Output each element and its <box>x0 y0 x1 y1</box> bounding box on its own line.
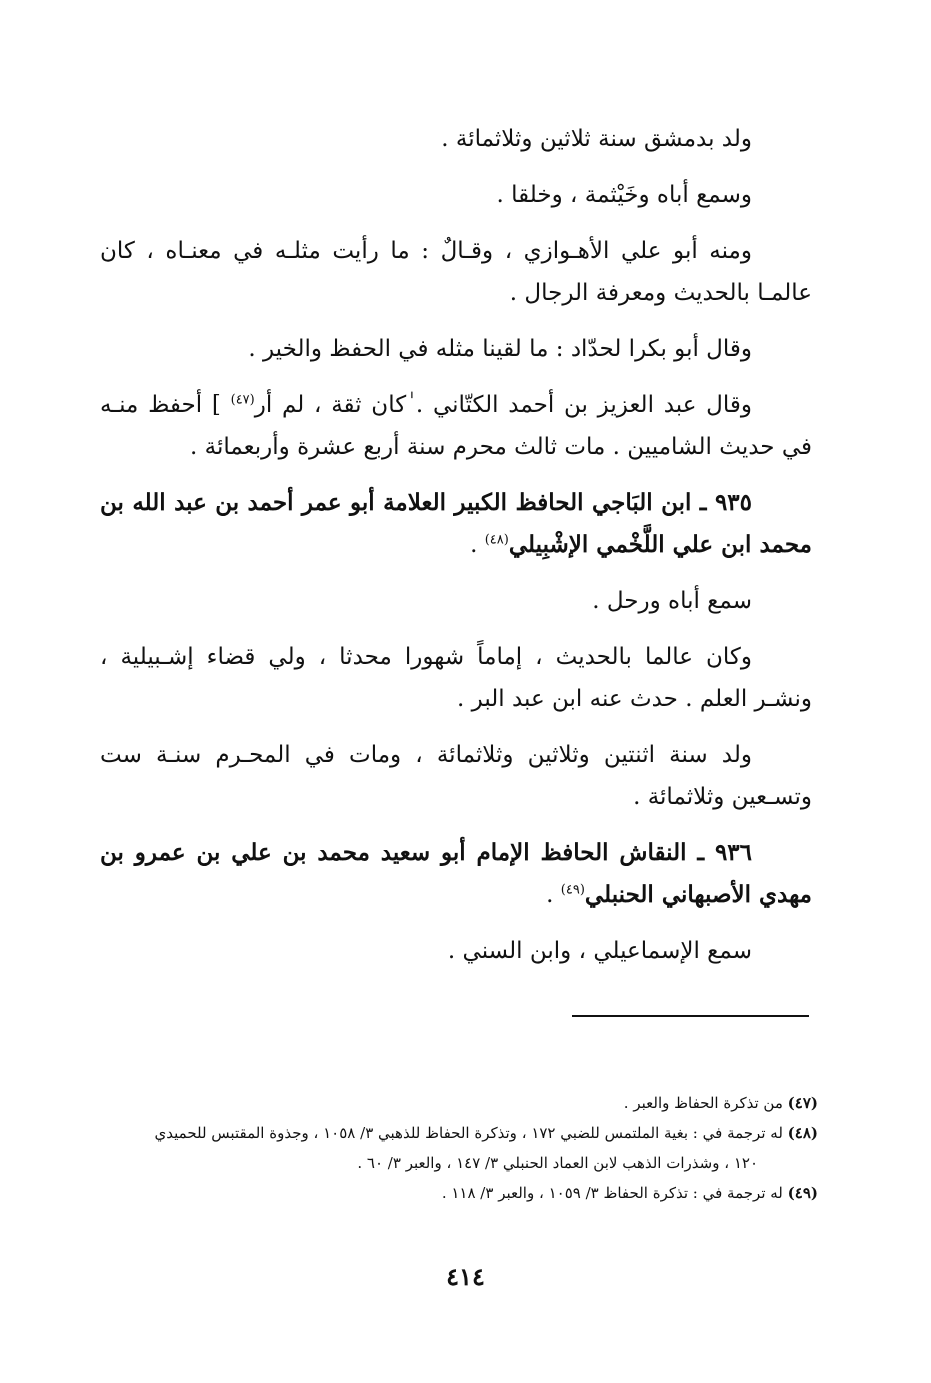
paragraph-text: سمع أباه ورحل . <box>592 588 752 614</box>
paragraph-text-after: ] أحفظ منـه في حديث الشاميين . مات ثالث محرم سنة أربع عشرة وأربعمائة . <box>100 392 812 460</box>
paragraph-text: ولد سنة اثنتين وثلاثين وثلاثمائة ، ومات في المحـرم سنـة ست وتسـعين وثلاثمائة . <box>100 742 812 810</box>
footnote-48 <box>100 1118 818 1148</box>
paragraph-ahwazi-quote <box>100 230 812 314</box>
paragraph-birth-death <box>100 734 812 818</box>
paragraph-text: وسمع أباه وخَيْثمة ، وخلقا . <box>496 182 752 208</box>
footnote-number: (٤٩) <box>787 1184 818 1202</box>
paragraph-kattani-quote <box>100 384 812 468</box>
paragraph-text: سمع الإسماعيلي ، وابن السني . <box>447 938 752 964</box>
footnote-divider <box>572 1015 809 1017</box>
entry-number: ٩٣٦ <box>714 839 752 866</box>
footnote-text: ١٢٠ ، وشذرات الذهب لابن العماد الحنبلي ٣/ ١٤٧ ، والعبر ٣/ ٦٠ . <box>357 1154 758 1172</box>
entry-name: ـ ابن البَاجي الحافظ الكبير العلامة أبو عمر أحمد بن عبد الله بن محمد ابن علي اللَّخْمي الإشْبِيلي <box>100 489 812 558</box>
entry-935-heading <box>100 482 812 566</box>
paragraph-birth <box>100 118 812 160</box>
footnote-ref: (٤٩) <box>560 882 585 898</box>
page-number: ٤١٤ <box>446 1262 485 1291</box>
footnotes <box>100 1088 818 1208</box>
paragraph-text-after: . <box>470 532 485 558</box>
paragraph-heard <box>100 174 812 216</box>
paragraph-text: وقال أبو بكرا لحدّاد : ما لقينا مثله في الحفظ والخير . <box>248 336 752 362</box>
footnote-text: من تذكرة الحفاظ والعبر . <box>623 1094 788 1112</box>
footnote-text: له ترجمة في : بغية الملتمس للضبي ١٧٢ ، وتذكرة الحفاظ للذهبي ٣/ ١٠٥٨ ، وجذوة المقتبس للحميدي <box>154 1124 788 1142</box>
paragraph-text-after: . <box>546 882 561 908</box>
entry-number: ٩٣٥ <box>714 489 752 516</box>
main-text-column <box>100 118 812 986</box>
paragraph-text-before: وقال عبد العزيز بن أحمد الكتّاني . ٰكان ثقة ، لم أر <box>254 392 752 418</box>
paragraph-text: ومنه أبو علي الأهـوازي ، وقـالٌ : ما رأيت مثلـه في معنـاه ، كان عالمـا بالحديث ومعرفة الرجال . <box>100 238 812 306</box>
paragraph-text: ولد بدمشق سنة ثلاثين وثلاثمائة . <box>441 126 752 152</box>
footnote-number: (٤٧) <box>787 1094 818 1112</box>
footnote-text: له ترجمة في : تذكرة الحفاظ ٣/ ١٠٥٩ ، والعبر ٣/ ١١٨ . <box>441 1184 788 1202</box>
footnote-49 <box>100 1178 818 1208</box>
footnote-number: (٤٨) <box>787 1124 818 1142</box>
footnote-ref: (٤٧) <box>230 392 255 408</box>
footnote-ref: (٤٨) <box>484 532 509 548</box>
paragraph-haddad-quote <box>100 328 812 370</box>
footnote-47 <box>100 1088 818 1118</box>
entry-936-heading <box>100 832 812 916</box>
footnote-48-continuation <box>100 1148 818 1178</box>
paragraph-scholar <box>100 636 812 720</box>
paragraph-travelled <box>100 580 812 622</box>
paragraph-text: وكان عالما بالحديث ، إماماً شهورا محدثا ، ولي قضاء إشـبيلية ، ونشـر العلم . حدث عنه ابن عبد البر . <box>100 644 812 712</box>
paragraph-ismaili <box>100 930 812 972</box>
entry-name: ـ النقاش الحافظ الإمام أبو سعيد محمد بن علي بن عمرو بن مهدي الأصبهاني الحنبلي <box>100 839 812 908</box>
